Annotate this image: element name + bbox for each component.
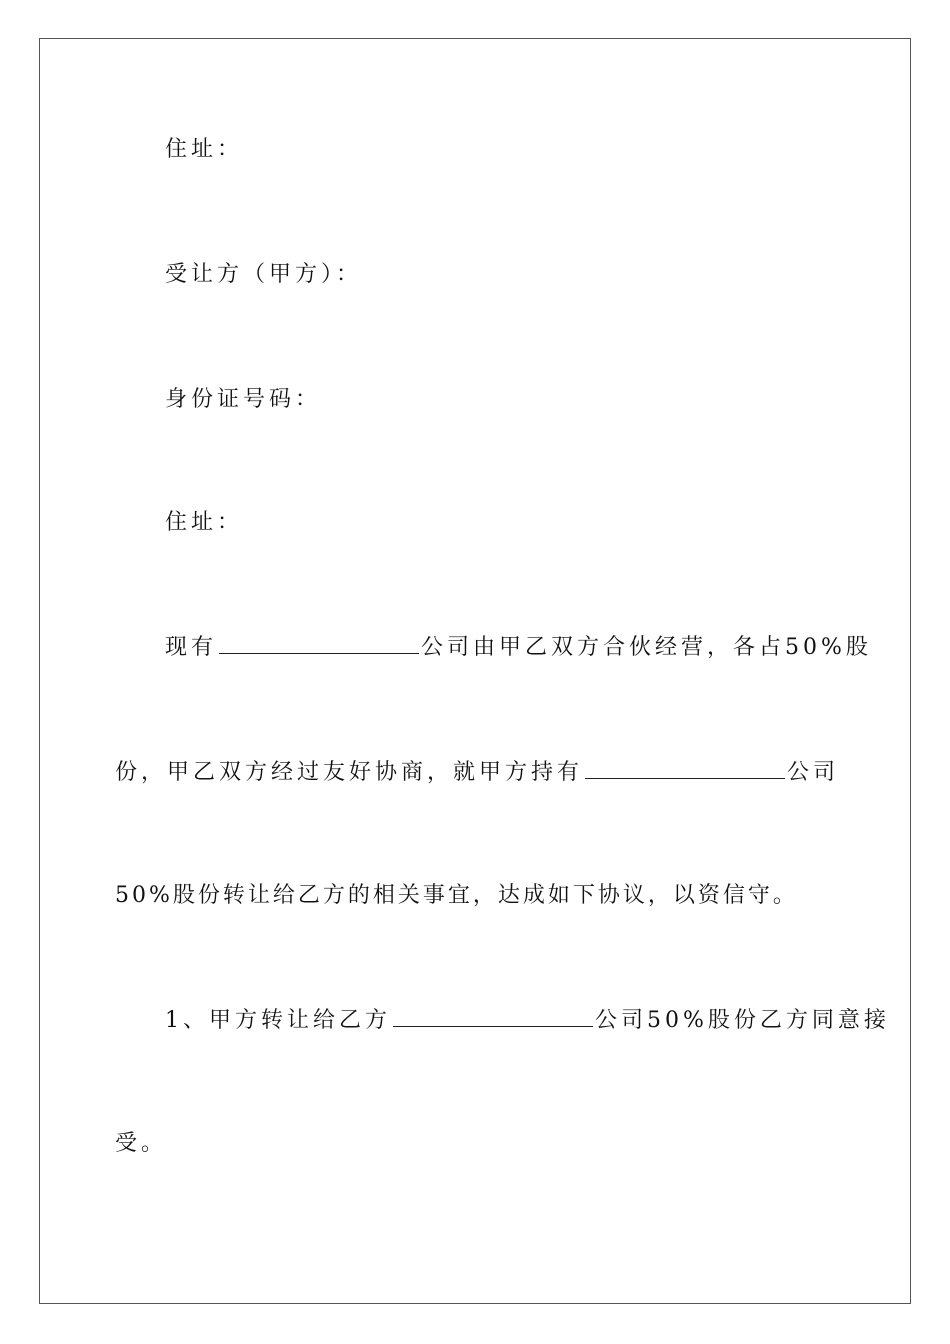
company-name-blank-2 [585,758,785,779]
paragraph-2-suffix: 公司 [787,760,840,785]
paragraph-3-text: 50%股份转让给乙方的相关事宜，达成如下协议，以资信守。 [115,883,798,908]
id-number-text: 身份证号码： [165,387,322,412]
address-label-2 [115,508,885,538]
clause-1-prefix: 1、甲方转让给乙方 [165,1008,391,1033]
paragraph-1-line-1 [115,633,885,663]
company-name-blank-1 [219,633,419,654]
address-text-2: 住址： [165,510,244,535]
clause-1-end: 受。 [115,1131,168,1156]
page-frame [39,38,911,1304]
id-number-label [115,385,885,415]
company-name-blank-3 [393,1006,593,1027]
address-text-1: 住址： [165,137,244,162]
paragraph-1-suffix: 公司由甲乙双方合伙经营，各占50%股 [421,635,872,660]
clause-1-line-2 [115,1129,835,1159]
paragraph-2-prefix: 份，甲乙双方经过友好协商，就甲方持有 [115,760,584,785]
paragraph-1-line-3 [115,881,835,911]
transferee-text: 受让方（甲方）： [165,262,363,287]
clause-1-suffix: 公司50%股份乙方同意接 [595,1008,890,1033]
transferee-label [115,260,885,290]
clause-1-line-1 [115,1006,890,1036]
paragraph-1-line-2 [115,758,840,788]
paragraph-1-prefix: 现有 [165,635,218,660]
address-label-1 [115,135,885,165]
